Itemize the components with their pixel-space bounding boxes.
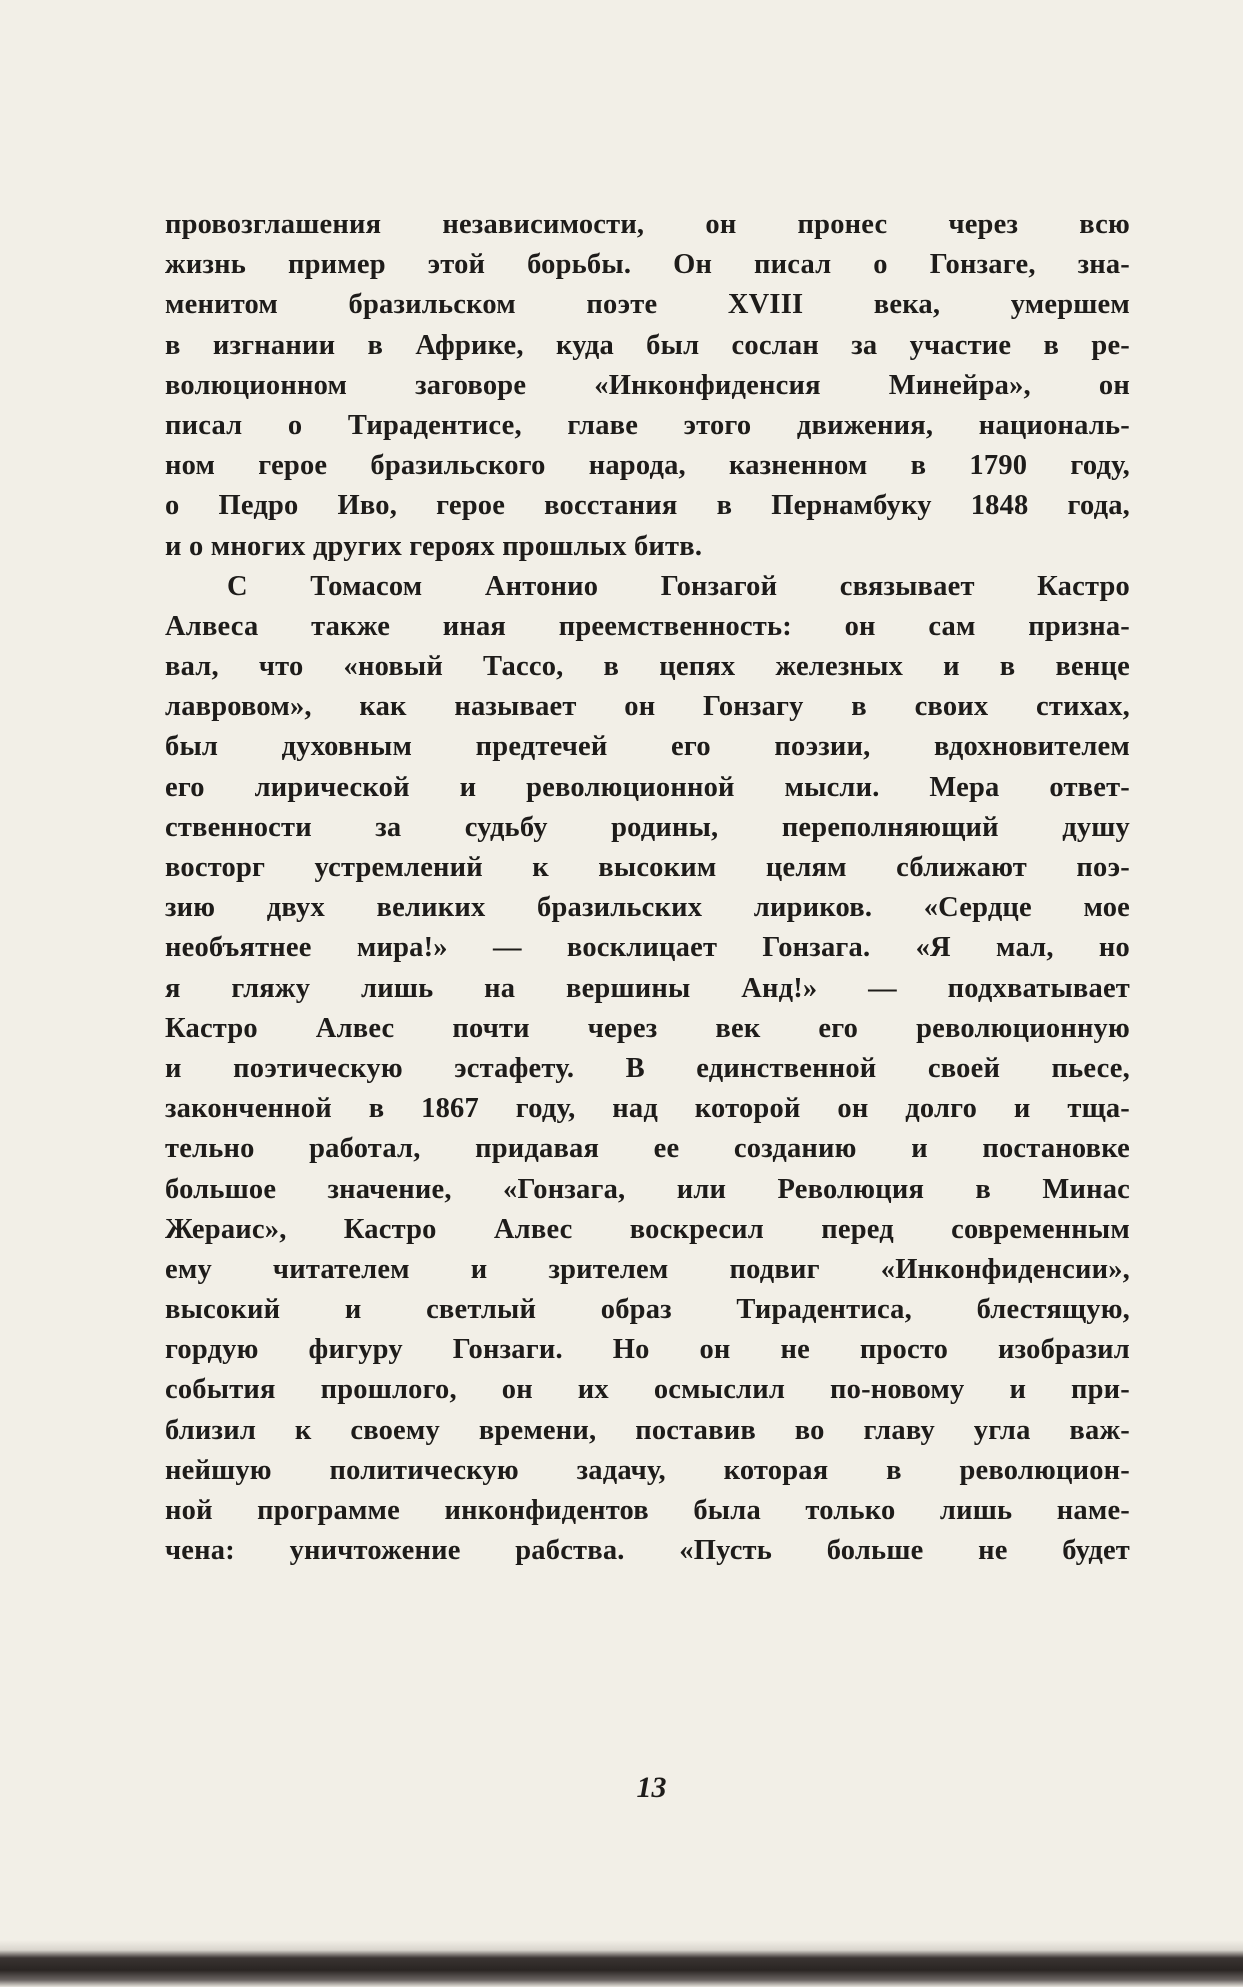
text-line: лавровом», как называет он Гонзагу в своих стихах, bbox=[165, 691, 1130, 723]
text-line: тельно работал, придавая ее созданию и постановке bbox=[165, 1133, 1130, 1165]
text-line: события прошлого, он их осмыслил по-новому и при- bbox=[165, 1374, 1130, 1406]
text-line: законченной в 1867 году, над которой он долго и тща- bbox=[165, 1093, 1130, 1125]
text-line: чена: уничтожение рабства. «Пусть больше не будет bbox=[165, 1535, 1130, 1567]
text-line: в изгнании в Африке, куда был сослан за участие в ре- bbox=[165, 329, 1130, 361]
text-line: высокий и светлый образ Тирадентиса, блестящую, bbox=[165, 1294, 1130, 1326]
text-line: и поэтическую эстафету. В единственной своей пьесе, bbox=[165, 1052, 1130, 1084]
text-line: и о многих других героях прошлых битв. bbox=[165, 530, 703, 562]
text-line: близил к своему времени, поставив во главу угла важ- bbox=[165, 1414, 1130, 1446]
text-line: нейшую политическую задачу, которая в революцион- bbox=[165, 1454, 1130, 1486]
text-line: Кастро Алвес почти через век его революционную bbox=[165, 1012, 1130, 1044]
paragraph-2 bbox=[165, 567, 1130, 1572]
text-line: был духовным предтечей его поэзии, вдохновителем bbox=[165, 731, 1130, 763]
text-line: жизнь пример этой борьбы. Он писал о Гонзаге, зна- bbox=[165, 249, 1130, 281]
text-line: ной программе инконфидентов была только лишь наме- bbox=[165, 1495, 1130, 1526]
body-text bbox=[165, 205, 1130, 1571]
text-line: о Педро Иво, герое восстания в Пернамбуку 1848 года, bbox=[165, 490, 1130, 522]
text-line: волюционном заговоре «Инконфиденсия Минейра», он bbox=[165, 369, 1130, 401]
text-line: провозглашения независимости, он пронес через всю bbox=[165, 209, 1130, 240]
text-line: Жераис», Кастро Алвес воскресил перед современным bbox=[165, 1213, 1130, 1245]
text-line: менитом бразильском поэте XVIII века, умершем bbox=[165, 289, 1130, 321]
text-line: его лирической и революционной мысли. Мера ответ- bbox=[165, 771, 1130, 803]
page-number: 13 bbox=[636, 1771, 667, 1804]
text-line: ном герое бразильского народа, казненном в 1790 году, bbox=[165, 450, 1130, 482]
text-line: вал, что «новый Тассо, в цепях железных и в венце bbox=[165, 651, 1130, 683]
page-bottom-edge bbox=[0, 1940, 1243, 1987]
text-line: ственности за судьбу родины, переполняющий душу bbox=[165, 811, 1130, 843]
text-line: восторг устремлений к высоким целям сближают поэ- bbox=[165, 852, 1130, 883]
paragraph-1 bbox=[165, 205, 1130, 567]
text-line: зию двух великих бразильских лириков. «Сердце мое bbox=[165, 892, 1130, 924]
text-line: гордую фигуру Гонзаги. Но он не просто изобразил bbox=[165, 1334, 1130, 1366]
text-line: я гляжу лишь на вершины Анд!» — подхватывает bbox=[165, 972, 1130, 1004]
text-line: большое значение, «Гонзага, или Революция в Минас bbox=[165, 1173, 1130, 1205]
text-line: ему читателем и зрителем подвиг «Инконфиденсии», bbox=[165, 1253, 1130, 1285]
text-line: Алвеса также иная преемственность: он сам призна- bbox=[165, 610, 1130, 642]
text-line: писал о Тирадентисе, главе этого движения, националь- bbox=[165, 409, 1130, 441]
text-line: С Томасом Антонио Гонзагой связывает Кастро bbox=[227, 570, 1130, 602]
text-line: необъятнее мира!» — восклицает Гонзага. «Я мал, но bbox=[165, 932, 1130, 964]
